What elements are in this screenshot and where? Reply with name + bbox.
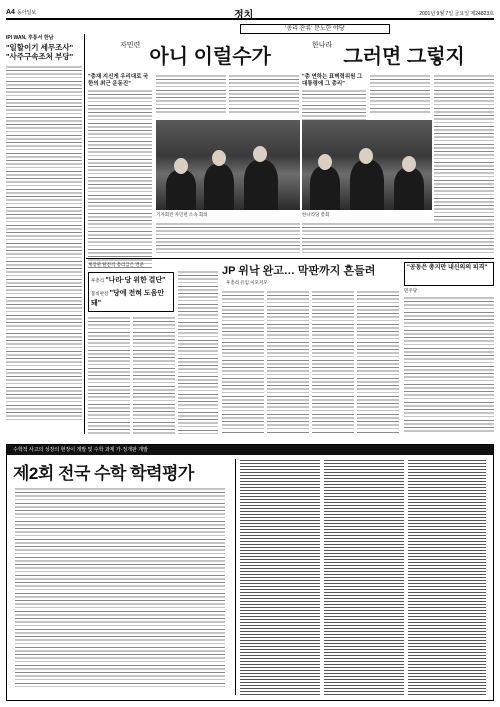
col-2 [156, 74, 226, 114]
left-box-title: "일할이기 세무조사" "사주구속조처 부당" [6, 43, 74, 61]
ad-top-strip: 수학적 사고의 성장의 현장이 개발 및 수학 과제 가·정개판 개발 [7, 445, 493, 455]
advertisement [6, 444, 494, 701]
left-kicker: IPI WAN, 후통서 한남 [6, 35, 54, 41]
ad-body-text [15, 487, 225, 687]
col-3 [229, 74, 299, 114]
sub-left: "총재 지신게 우리대로 국한의 최근 운동진" [88, 74, 152, 269]
main-kicker: 후총리 유임 이모저모 [226, 280, 268, 285]
top-tag: '총리 잔류' 분노한 야당 [240, 24, 390, 34]
left-body-text [6, 65, 82, 420]
headline-left: $^{자민련}$ 아니 이럴수가 [120, 42, 271, 68]
ad-title: 제2회 전국 수학 학력평가 [13, 464, 194, 483]
right-box-kicker: 민주당 [404, 288, 418, 293]
left-box: 후총리 "나라·당 위한 결단" 불비판전 "당에 전혀 도움안돼" [88, 272, 174, 312]
photo-left [156, 120, 300, 210]
page-number: A4 동아일보 [6, 9, 37, 16]
masthead [6, 6, 494, 20]
caption-left: 기자회견 자민련 소속 회의 [156, 212, 208, 217]
section-title: 정치 [234, 10, 254, 21]
caption-right: 한나라당 총회 [302, 212, 330, 217]
second-tag: 계장관 탈전직 총리급은 면준 [88, 262, 144, 267]
date-info: 2001년 9월 7일 금요일 제24823호 [419, 11, 494, 17]
main-headline: JP 위낙 완고… 막판까지 흔들려 [222, 265, 376, 277]
photo-right [302, 120, 432, 210]
headline-right: $^{한나라}$ 그러면 그렇지 [312, 42, 465, 68]
ad-score-table [235, 459, 489, 695]
col-5 [370, 74, 430, 114]
right-box: "공동은 총지만 내신의의 피격" [404, 262, 494, 286]
left-column [6, 34, 82, 434]
sub-mid: "총 연하는 표벽력위원 그 대통령에 그 총리" [302, 74, 366, 129]
